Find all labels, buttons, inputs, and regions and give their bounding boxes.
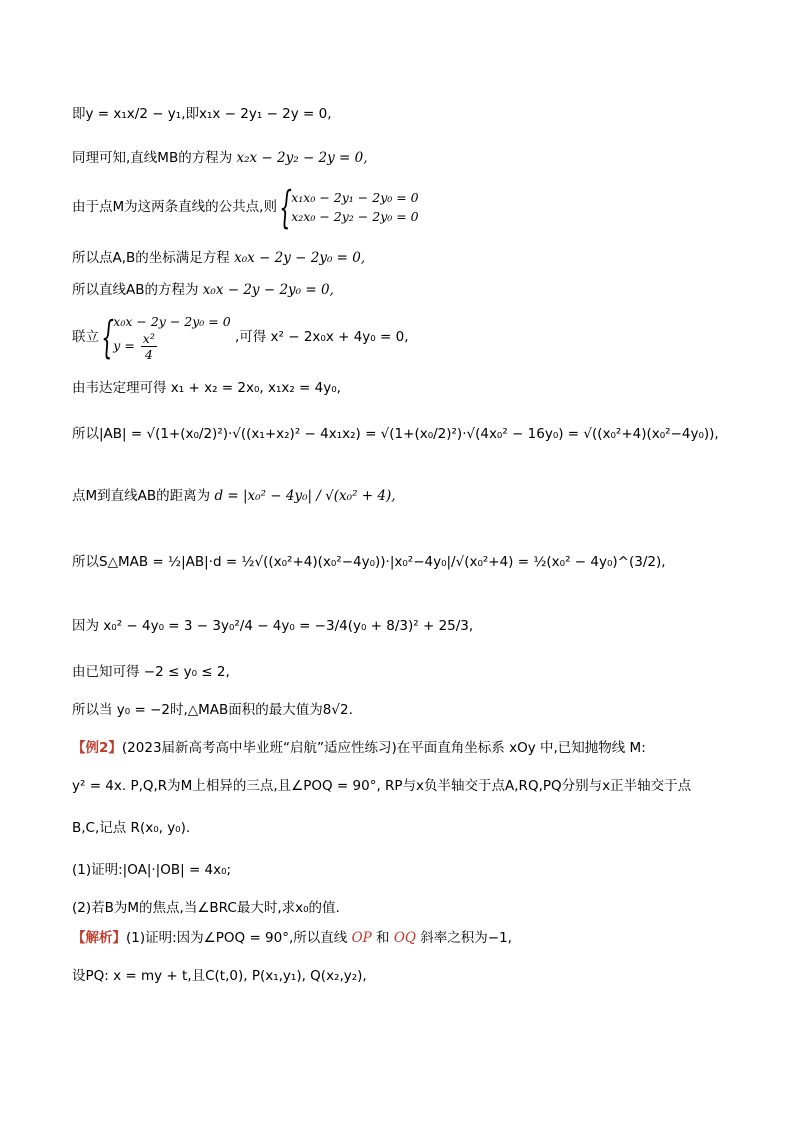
- line-4-text: 所以点A,B的坐标满足方程: [72, 250, 230, 266]
- solution-and: 和: [376, 930, 390, 946]
- line-2-equation: x₂x − 2y₂ − 2y = 0,: [236, 150, 368, 166]
- line-16: B,C,记点 R(x₀, y₀).: [72, 820, 191, 836]
- solution-text-b: 斜率之积为−1,: [420, 930, 512, 946]
- line-5: [72, 280, 734, 300]
- line-7: 由韦达定理可得 x₁ + x₂ = 2x₀, x₁x₂ = 4y₀,: [72, 380, 341, 396]
- line-5-text: 所以直线AB的方程为: [72, 282, 199, 298]
- system-2-eq1: { x₀x − 2y − 2y₀ = 0: [113, 314, 231, 329]
- line-3: [72, 188, 734, 228]
- system-2-eq2-lhs: y =: [113, 338, 135, 353]
- line-15: y² = 4x. P,Q,R为M上相异的三点,且∠POQ = 90°, RP与x负半轴交于点A,RQ,PQ分别与x正半轴交于点: [72, 778, 692, 794]
- line-5-equation: x₀x − 2y − 2y₀ = 0,: [202, 282, 334, 298]
- line-2: [72, 148, 734, 168]
- example-tag: 【例2】: [72, 740, 122, 756]
- line-13: 所以当 y₀ = −2时,△MAB面积的最大值为8√2.: [72, 702, 353, 718]
- line-3-text: 由于点M为这两条直线的公共点,则: [72, 199, 277, 215]
- line-4: [72, 248, 734, 268]
- line-8: 所以|AB| = √(1+(x₀/2)²)·√((x₁+x₂)² − 4x₁x₂) = √(1+(x₀/2)²)·√(4x₀² − 16y₀) = √((x₀²+4)(x₀²−4y₀)),: [72, 426, 719, 442]
- example-2-header: [72, 738, 734, 758]
- line-6-text: 联立: [72, 329, 99, 345]
- fraction-x2-over-4: [141, 331, 157, 362]
- fraction-numerator: x²: [142, 331, 155, 346]
- system-equations-2: [103, 312, 230, 362]
- line-11: 因为 x₀² − 4y₀ = 3 − 3y₀²/4 − 4y₀ = −3/4(y₀ + 8/3)² + 25/3,: [72, 618, 474, 634]
- line-1: 即y = x₁x/2 − y₁,即x₁x − 2y₁ − 2y = 0,: [72, 106, 332, 122]
- line-12: 由已知可得 −2 ≤ y₀ ≤ 2,: [72, 664, 230, 680]
- question-1: (1)证明:|OA|·|OB| = 4x₀;: [72, 862, 232, 878]
- example-2-source: (2023届新高考高中毕业班“启航”适应性练习)在平面直角坐标系 xOy 中,已知抛物线 M:: [121, 740, 646, 756]
- system-equations-1: [281, 188, 418, 226]
- line-2-text: 同理可知,直线MB的方程为: [72, 150, 233, 166]
- line-10: 所以S△MAB = ½|AB|·d = ½√((x₀²+4)(x₀²−4y₀))·|x₀²−4y₀|/√(x₀²+4) = ½(x₀² − 4y₀)^(3/2),: [72, 554, 666, 570]
- system-1-eq1: { x₁x₀ − 2y₁ − 2y₀ = 0: [291, 190, 419, 205]
- line-9: [72, 486, 734, 506]
- question-2: (2)若B为M的焦点,当∠BRC最大时,求x₀的值.: [72, 900, 340, 916]
- fraction-denominator: 4: [144, 347, 153, 362]
- line-9-text: 点M到直线AB的距离为: [72, 488, 211, 504]
- line-6-after: ,可得 x² − 2x₀x + 4y₀ = 0,: [234, 329, 409, 345]
- line-op-label: OP: [351, 930, 372, 946]
- line-6: [72, 312, 734, 362]
- system-2-eq2: [113, 331, 230, 362]
- solution-text-a: (1)证明:因为∠POQ = 90°,所以直线: [126, 930, 348, 946]
- solution-line-2: 设PQ: x = my + t,且C(t,0), P(x₁,y₁), Q(x₂,y₂),: [72, 968, 367, 984]
- solution-tag: 【解析】: [72, 930, 126, 946]
- line-9-equation: d = |x₀² − 4y₀| / √(x₀² + 4),: [214, 488, 396, 504]
- solution-line-1: [72, 928, 734, 948]
- system-1-eq2: x₂x₀ − 2y₂ − 2y₀ = 0: [291, 209, 419, 224]
- line-4-equation: x₀x − 2y − 2y₀ = 0,: [234, 250, 366, 266]
- line-oq-label: OQ: [393, 930, 416, 946]
